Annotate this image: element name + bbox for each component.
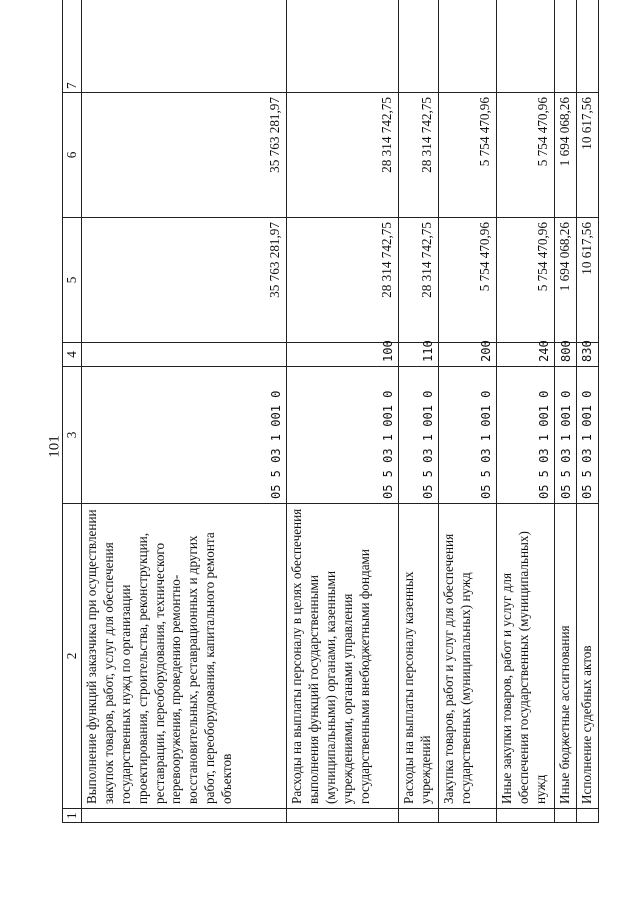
row-description: Выполнение функций заказчика при осуществлении закупок товаров, работ, услуг для обеспечения государственных нужд по организации проектирования, строительства, реконструкции, реставрации, переоборудования, технического перевооружения, проведению ремонтно-восстановительных, реставрационных и других работ, переоборудования, капитального ремонта объектов xyxy=(82,504,287,809)
row-index-cell xyxy=(555,809,577,823)
row-expense-type: 110 xyxy=(399,343,439,367)
row-col7-value xyxy=(439,0,497,93)
row-index-cell xyxy=(576,809,598,823)
row-description: Закупка товаров, работ и услуг для обеспечения государственных (муниципальных) нужд xyxy=(439,504,497,809)
header-cell-2: 2 xyxy=(63,504,82,809)
budget-table xyxy=(62,0,599,823)
row-col5-value: 28 314 742,75 xyxy=(287,218,399,343)
row-expense-type: 800 xyxy=(555,343,577,367)
row-col6-value: 5 754 470,96 xyxy=(439,93,497,218)
row-col6-value: 28 314 742,75 xyxy=(399,93,439,218)
row-col7-value xyxy=(82,0,287,93)
row-index-cell xyxy=(497,809,555,823)
row-col5-value: 5 754 470,96 xyxy=(439,218,497,343)
row-col6-value: 10 617,56 xyxy=(576,93,598,218)
row-expense-type: 240 xyxy=(497,343,555,367)
row-code: 05 5 03 1 001 0 xyxy=(82,367,287,504)
row-col7-value xyxy=(287,0,399,93)
row-expense-type: 100 xyxy=(287,343,399,367)
header-cell-5: 5 xyxy=(63,218,82,343)
row-code: 05 5 03 1 001 0 xyxy=(287,367,399,504)
row-expense-type xyxy=(82,343,287,367)
row-col7-value xyxy=(497,0,555,93)
row-expense-type: 830 xyxy=(576,343,598,367)
row-description: Расходы на выплаты персоналу казенных учреждений xyxy=(399,504,439,809)
row-code: 05 5 03 1 001 0 xyxy=(576,367,598,504)
row-code: 05 5 03 1 001 0 xyxy=(497,367,555,504)
row-description: Иные закупки товаров, работ и услуг для обеспечения государственных (муниципальных) нужд xyxy=(497,504,555,809)
row-description: Исполнение судебных актов xyxy=(576,504,598,809)
row-index-cell xyxy=(439,809,497,823)
table-row xyxy=(82,0,287,823)
table-row xyxy=(287,0,399,823)
header-cell-7: 7 xyxy=(63,0,82,93)
row-code: 05 5 03 1 001 0 xyxy=(555,367,577,504)
row-code: 05 5 03 1 001 0 xyxy=(399,367,439,504)
row-col5-value: 5 754 470,96 xyxy=(497,218,555,343)
row-col6-value: 1 694 068,26 xyxy=(555,93,577,218)
table-row xyxy=(555,0,577,823)
page-number: 101 xyxy=(46,435,63,458)
row-index-cell xyxy=(287,809,399,823)
row-col6-value: 5 754 470,96 xyxy=(497,93,555,218)
header-cell-4: 4 xyxy=(63,343,82,367)
table-row xyxy=(497,0,555,823)
table-row xyxy=(399,0,439,823)
table-row xyxy=(439,0,497,823)
row-col7-value xyxy=(399,0,439,93)
table-row xyxy=(576,0,598,823)
row-description: Расходы на выплаты персоналу в целях обеспечения выполнения функций государственными (муниципальными) органами, казенными учреждениями, органами управления государственными внебюджетными фондами xyxy=(287,504,399,809)
row-col7-value xyxy=(555,0,577,93)
row-description: Иные бюджетные ассигнования xyxy=(555,504,577,809)
row-col7-value xyxy=(576,0,598,93)
header-cell-1: 1 xyxy=(63,809,82,823)
header-row xyxy=(63,0,82,823)
row-col5-value: 28 314 742,75 xyxy=(399,218,439,343)
header-cell-6: 6 xyxy=(63,93,82,218)
row-expense-type: 200 xyxy=(439,343,497,367)
row-col6-value: 35 763 281,97 xyxy=(82,93,287,218)
row-col5-value: 35 763 281,97 xyxy=(82,218,287,343)
row-code: 05 5 03 1 001 0 xyxy=(439,367,497,504)
row-index-cell xyxy=(399,809,439,823)
row-col6-value: 28 314 742,75 xyxy=(287,93,399,218)
row-index-cell xyxy=(82,809,287,823)
budget-table-rotated xyxy=(62,0,595,823)
row-col5-value: 1 694 068,26 xyxy=(555,218,577,343)
row-col5-value: 10 617,56 xyxy=(576,218,598,343)
header-cell-3: 3 xyxy=(63,367,82,504)
